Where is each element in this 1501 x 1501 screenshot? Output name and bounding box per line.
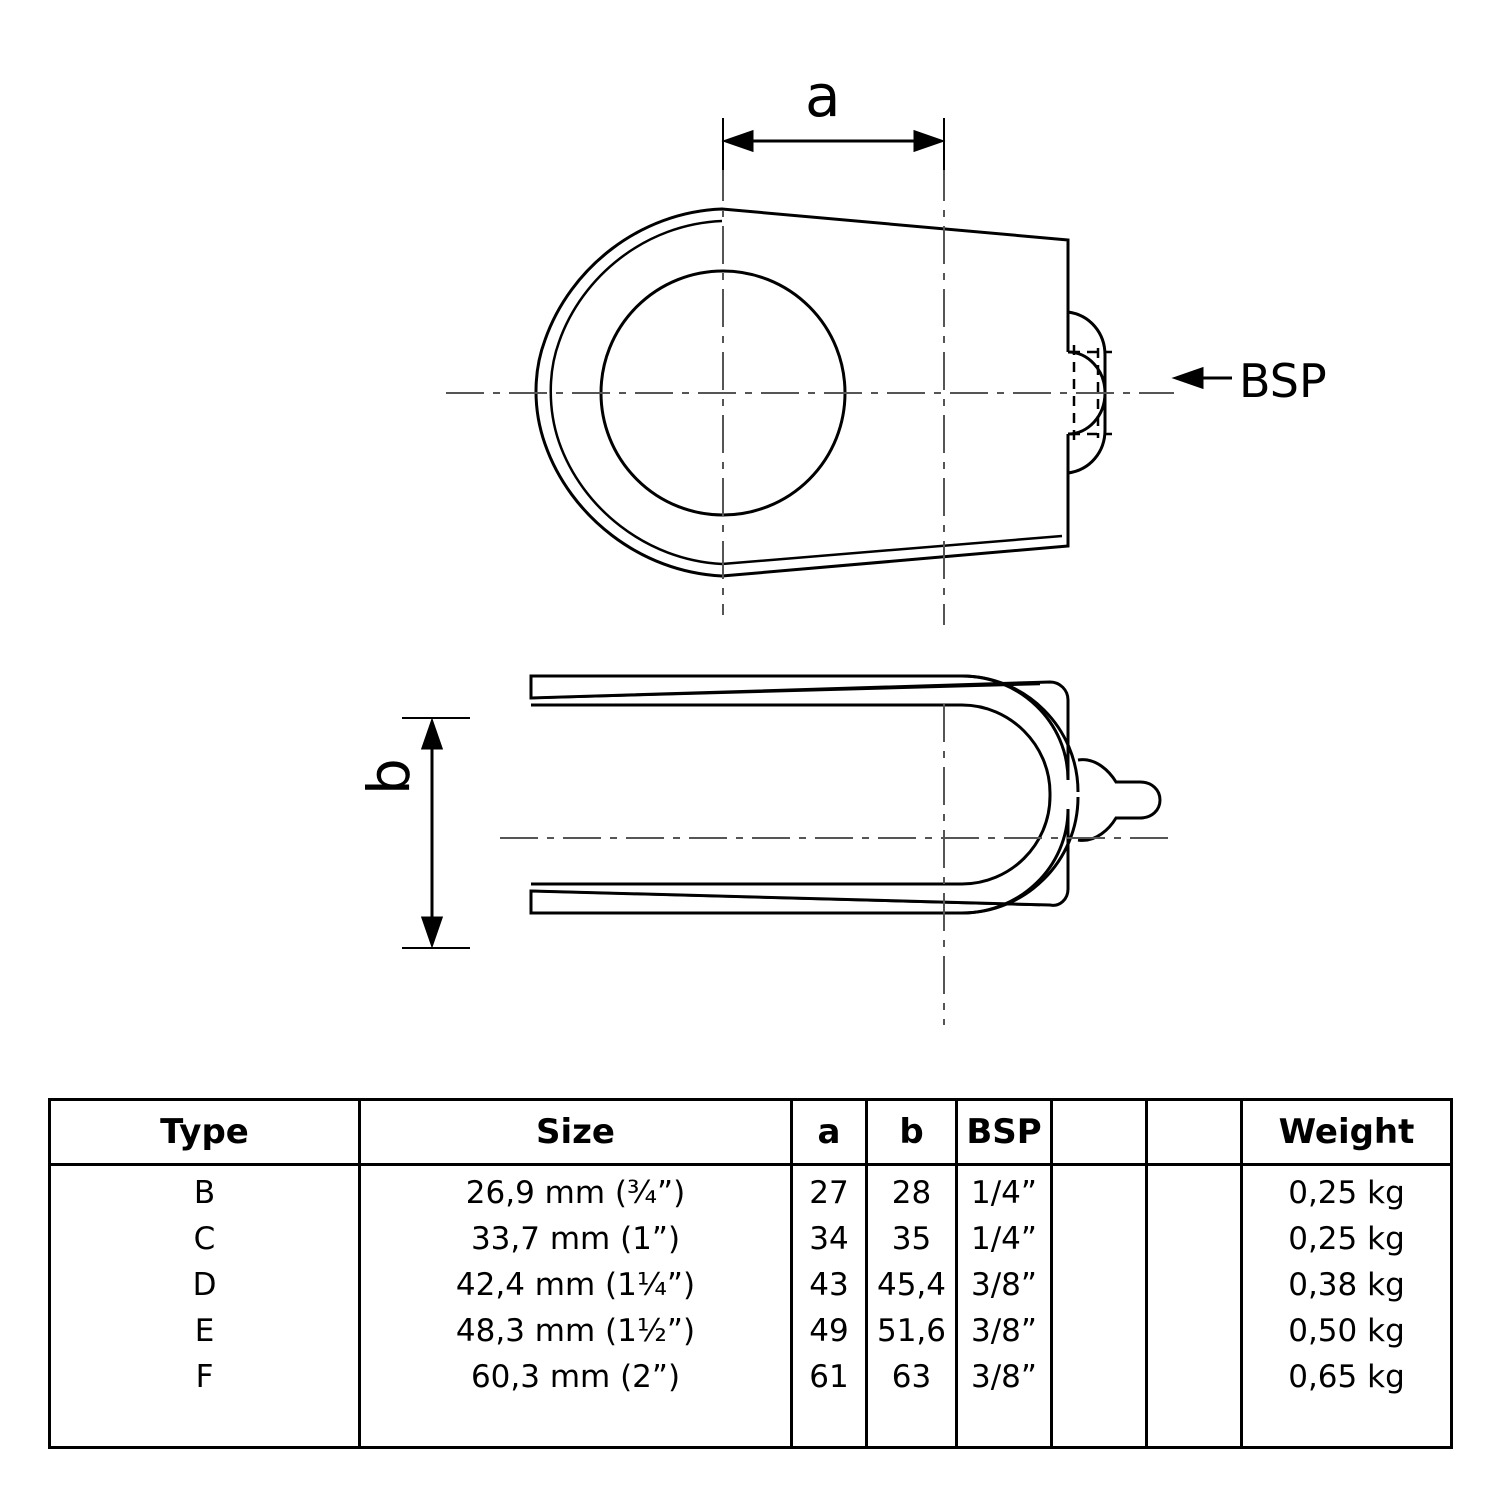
cell-blank1	[1052, 1262, 1147, 1308]
cell-blank1	[1052, 1165, 1147, 1217]
side-view-upper-flange-inner	[531, 684, 1040, 698]
cell-empty-size	[360, 1400, 792, 1448]
side-view-lower-outline	[531, 797, 1078, 913]
cell-bsp: 1/4”	[957, 1165, 1052, 1217]
cell-type: E	[50, 1308, 360, 1354]
side-view-body-outline	[531, 705, 1050, 884]
cell-empty-type	[50, 1400, 360, 1448]
cell-a: 43	[792, 1262, 867, 1308]
cell-type: B	[50, 1165, 360, 1217]
cell-blank2	[1147, 1262, 1242, 1308]
cell-empty-bsp	[957, 1400, 1052, 1448]
cell-blank1	[1052, 1354, 1147, 1400]
specification-table-wrapper	[48, 1098, 1450, 1449]
column-header-blank1	[1052, 1100, 1147, 1165]
cell-a: 27	[792, 1165, 867, 1217]
cell-type: C	[50, 1216, 360, 1262]
cell-weight: 0,38 kg	[1242, 1262, 1452, 1308]
table-header-row	[50, 1100, 1452, 1165]
cell-a: 49	[792, 1308, 867, 1354]
cell-type: D	[50, 1262, 360, 1308]
table-row	[50, 1262, 1452, 1308]
cell-blank2	[1147, 1216, 1242, 1262]
cell-empty-b	[867, 1400, 957, 1448]
cell-blank2	[1147, 1308, 1242, 1354]
cell-b: 28	[867, 1165, 957, 1217]
table-row	[50, 1165, 1452, 1217]
bsp-leader	[1176, 369, 1232, 387]
column-header-size: Size	[360, 1100, 792, 1165]
cell-empty-blank2	[1147, 1400, 1242, 1448]
column-header-bsp: BSP	[957, 1100, 1052, 1165]
side-view	[500, 676, 1176, 1025]
dimension-a-arrow-right	[915, 132, 941, 150]
dimension-b-arrow-top	[423, 722, 441, 748]
cell-size: 60,3 mm (2”)	[360, 1354, 792, 1400]
cell-size: 48,3 mm (1½”)	[360, 1308, 792, 1354]
table-row	[50, 1354, 1452, 1400]
dimension-b-arrow-bottom	[423, 918, 441, 944]
dimension-a-label: a	[805, 62, 841, 130]
cell-empty-a	[792, 1400, 867, 1448]
side-view-centrelines	[500, 704, 1176, 1025]
column-header-weight: Weight	[1242, 1100, 1452, 1165]
column-header-a: a	[792, 1100, 867, 1165]
cell-blank2	[1147, 1354, 1242, 1400]
cell-b: 51,6	[867, 1308, 957, 1354]
side-view-lower-flange-inner	[531, 891, 1040, 905]
cell-b: 45,4	[867, 1262, 957, 1308]
cell-b: 63	[867, 1354, 957, 1400]
dimension-b-label: b	[355, 758, 423, 795]
cell-weight: 0,50 kg	[1242, 1308, 1452, 1354]
dimension-a-arrow-left	[726, 132, 752, 150]
column-header-blank2	[1147, 1100, 1242, 1165]
bsp-leader-arrow	[1176, 369, 1202, 387]
column-header-b: b	[867, 1100, 957, 1165]
specification-table	[48, 1098, 1453, 1449]
top-view	[446, 163, 1174, 625]
cell-b: 35	[867, 1216, 957, 1262]
cell-weight: 0,25 kg	[1242, 1165, 1452, 1217]
cell-bsp: 1/4”	[957, 1216, 1052, 1262]
cell-size: 42,4 mm (1¼”)	[360, 1262, 792, 1308]
cell-bsp: 3/8”	[957, 1308, 1052, 1354]
cell-size: 26,9 mm (¾”)	[360, 1165, 792, 1217]
cell-blank2	[1147, 1165, 1242, 1217]
table-row	[50, 1216, 1452, 1262]
cell-blank1	[1052, 1216, 1147, 1262]
cell-empty-weight	[1242, 1400, 1452, 1448]
side-view-bsp-boss	[1078, 760, 1160, 841]
cell-a: 61	[792, 1354, 867, 1400]
bsp-label: BSP	[1239, 354, 1327, 408]
table-row	[50, 1308, 1452, 1354]
side-view-upper-outline	[531, 676, 1078, 792]
cell-weight: 0,25 kg	[1242, 1216, 1452, 1262]
cell-size: 33,7 mm (1”)	[360, 1216, 792, 1262]
column-header-type: Type	[50, 1100, 360, 1165]
cell-blank1	[1052, 1308, 1147, 1354]
cell-weight: 0,65 kg	[1242, 1354, 1452, 1400]
cell-empty-blank1	[1052, 1400, 1147, 1448]
cell-a: 34	[792, 1216, 867, 1262]
cell-bsp: 3/8”	[957, 1354, 1052, 1400]
dimension-b	[402, 718, 470, 948]
table-empty-row	[50, 1400, 1452, 1448]
cell-type: F	[50, 1354, 360, 1400]
cell-bsp: 3/8”	[957, 1262, 1052, 1308]
